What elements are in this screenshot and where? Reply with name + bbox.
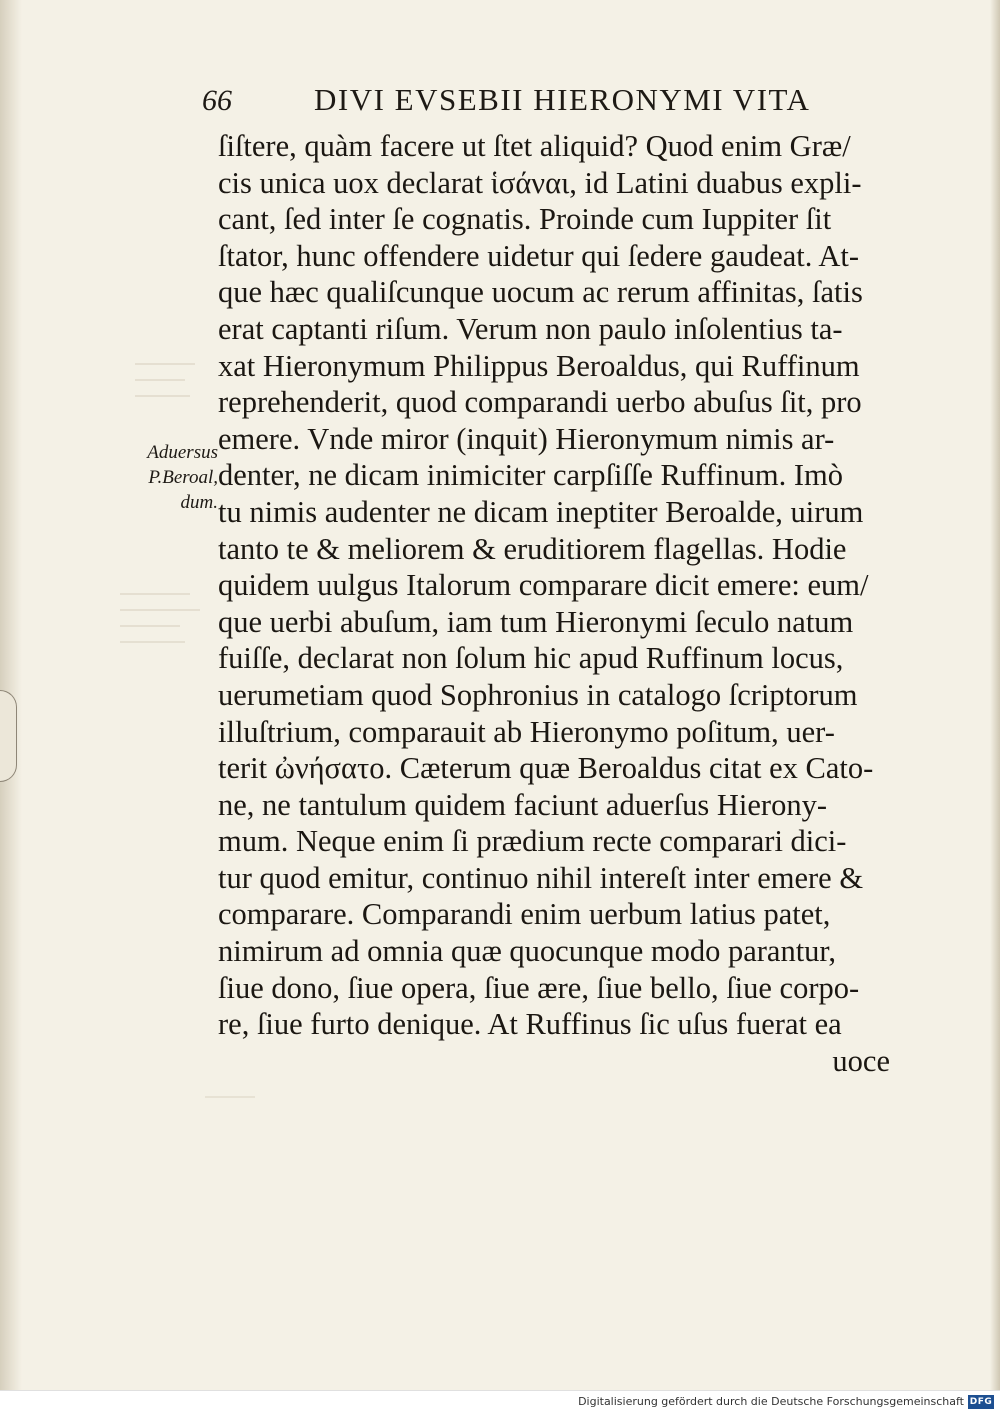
text-line: cant, ſed inter ſe cognatis. Proinde cum Iuppiter ſit (218, 202, 832, 237)
page-edge (990, 0, 1000, 1390)
text-line: reprehenderit, quod comparandi uerbo abuſus ſit, pro (218, 385, 862, 420)
text-line: fuiſſe, declarat non ſolum hic apud Ruffinum locus, (218, 641, 844, 676)
text-line: uerumetiam quod Sophronius in catalogo ſcriptorum (218, 677, 858, 712)
text-line: denter, ne dicam inimiciter carpſiſſe Ruffinum. Imò (218, 458, 843, 493)
text-line: mum. Neque enim ſi prædium recte comparari dici- (218, 824, 847, 859)
show-through-mark (205, 1088, 265, 1108)
text-line: illuſtrium, comparauit ab Hieronymo poſitum, uer- (218, 714, 835, 749)
text-line: ne, ne tantulum quidem faciunt aduerſus Hierony- (218, 787, 827, 822)
text-line: ſiſtere, quàm facere ut ſtet aliquid? Quod enim Græ/ (218, 129, 851, 163)
text-line: quidem uulgus Italorum comparare dicit emere: eum/ (218, 568, 869, 603)
funding-notice: Digitalisierung gefördert durch die Deutsche Forschungsgemeinschaft (578, 1395, 964, 1408)
text-line: tu nimis audenter ne dicam ineptiter Beroalde, uirum (218, 494, 864, 529)
running-head (202, 82, 842, 122)
show-through-mark (120, 585, 210, 655)
body-text (218, 128, 908, 1079)
dfg-logo: DFG (969, 1397, 993, 1407)
text-line: nimirum ad omnia quæ quocunque modo parantur, (218, 934, 836, 969)
text-line: tanto te & meliorem & eruditiorem flagellas. Hodie (218, 531, 847, 566)
marginal-note (108, 440, 218, 515)
text-line: xat Hieronymum Philippus Beroaldus, qui Ruffinum (218, 348, 860, 383)
text-line: comparare. Comparandi enim uerbum latius patet, (218, 897, 831, 932)
text-line: ſiue dono, ſiue opera, ſiue ære, ſiue bello, ſiue corpo- (218, 970, 860, 1005)
footer-bar (0, 1390, 1000, 1414)
text-line: ſtator, hunc offendere uidetur qui ſedere gaudeat. At- (218, 238, 860, 273)
text-line: emere. Vnde miror (inquit) Hieronymum nimis ar- (218, 421, 835, 456)
text-line: tur quod emitur, continuo nihil intereſt inter emere & (218, 860, 864, 895)
binding-tab (0, 690, 17, 782)
page-number: 66 (202, 84, 232, 117)
marginal-note-line: dum. (180, 492, 218, 513)
text-line: terit ὠνήσατο. Cæterum quæ Beroaldus citat ex Cato- (218, 751, 874, 786)
show-through-mark (135, 355, 215, 415)
text-line: cis unica uox declarat ἱσάναι, id Latini duabus expli- (218, 165, 862, 200)
text-line: re, ſiue furto denique. At Ruffinus ſic uſus fuerat ea (218, 1007, 842, 1042)
text-line: que uerbi abuſum, iam tum Hieronymi ſeculo natum (218, 604, 854, 639)
marginal-note-line: P.Beroal, (148, 467, 218, 488)
text-line: erat captanti riſum. Verum non paulo inſolentius ta- (218, 311, 843, 346)
marginal-note-line: Aduersus (147, 442, 218, 463)
text-line: que hæc qualiſcunque uocum ac rerum affinitas, ſatis (218, 275, 863, 310)
catchword: uoce (832, 1043, 890, 1078)
running-title: DIVI EVSEBII HIERONYMI VITA (314, 82, 811, 117)
